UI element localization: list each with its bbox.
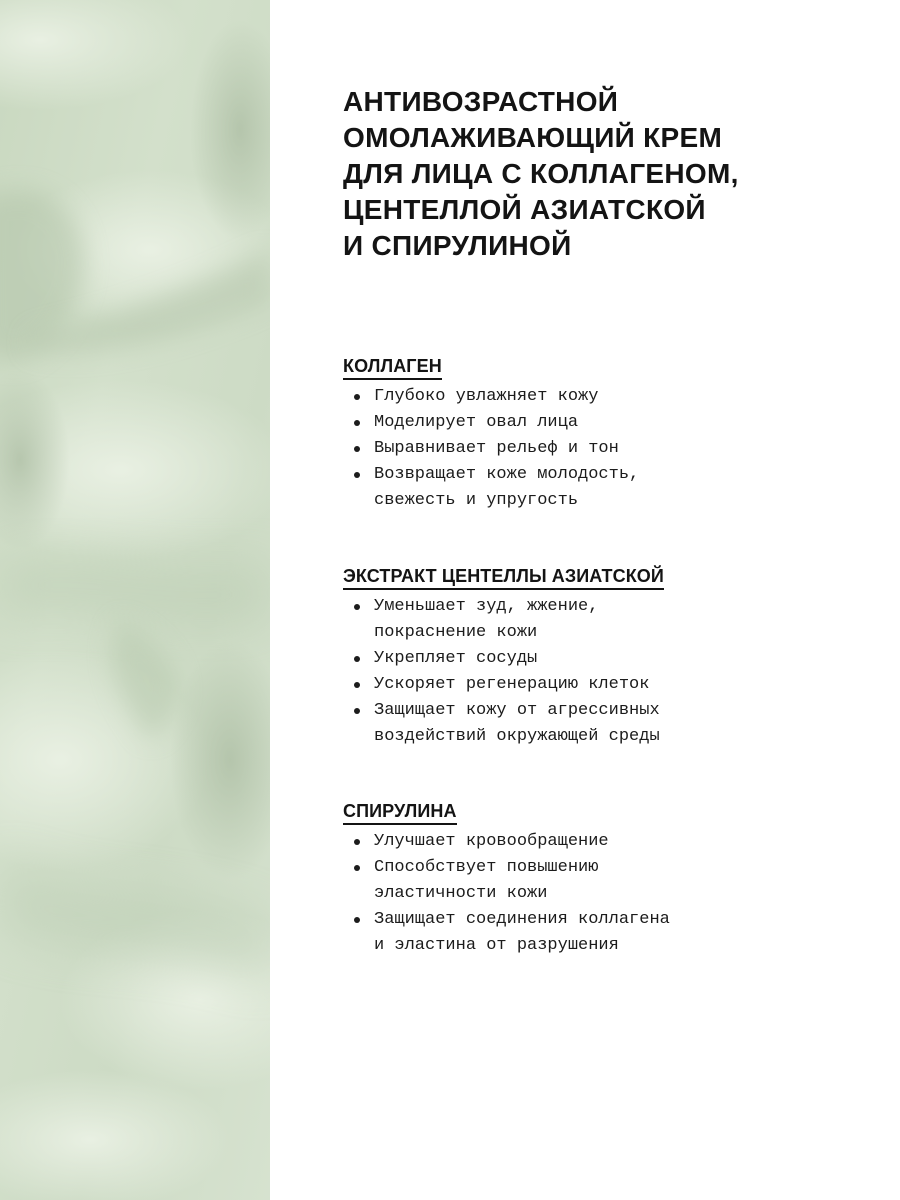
benefit-list [343, 829, 863, 959]
list-item-text: эластичности кожи [374, 884, 548, 903]
list-item [343, 384, 863, 410]
benefit-list [343, 384, 863, 514]
list-item-text: Выравнивает рельеф и тон [374, 439, 619, 458]
list-item-text: свежесть и упругость [374, 491, 579, 510]
list-item [343, 436, 863, 462]
list-item-text: Способствует повышению [374, 858, 599, 877]
section-heading: СПИРУЛИНА [343, 799, 457, 825]
product-description [343, 84, 863, 955]
list-item [343, 698, 863, 750]
list-item-text: Улучшает кровообращение [374, 832, 609, 851]
list-item-text: Моделирует овал лица [374, 413, 579, 432]
list-item [343, 646, 863, 672]
list-item-text: Уменьшает зуд, жжение, [374, 597, 599, 616]
list-item-text: покраснение кожи [374, 623, 538, 642]
section-heading: КОЛЛАГЕН [343, 354, 442, 380]
section-heading: ЭКСТРАКТ ЦЕНТЕЛЛЫ АЗИАТСКОЙ [343, 564, 664, 590]
bullet-icon [354, 917, 360, 923]
list-item [343, 672, 863, 698]
list-item-text: Ускоряет регенерацию клеток [374, 675, 650, 694]
bullet-icon [354, 839, 360, 845]
bullet-icon [354, 708, 360, 714]
title-line: ДЛЯ ЛИЦА С КОЛЛАГЕНОМ, [343, 158, 739, 189]
title-line: ЦЕНТЕЛЛОЙ АЗИАТСКОЙ [343, 194, 706, 225]
bullet-icon [354, 604, 360, 610]
list-item-text: Защищает кожу от агрессивных [374, 701, 660, 720]
cream-texture-graphic [0, 0, 270, 1200]
list-item [343, 462, 863, 514]
section-spirulina [343, 799, 863, 959]
list-item [343, 410, 863, 436]
list-item-text: Глубоко увлажняет кожу [374, 387, 599, 406]
title-line: И СПИРУЛИНОЙ [343, 230, 572, 261]
title-line: ОМОЛАЖИВАЮЩИЙ КРЕМ [343, 122, 723, 153]
benefit-list [343, 594, 863, 750]
section-centella [343, 564, 863, 750]
list-item-text: Возвращает коже молодость, [374, 465, 640, 484]
bullet-icon [354, 656, 360, 662]
list-item-text: Укрепляет сосуды [374, 649, 538, 668]
section-collagen [343, 354, 863, 514]
bullet-icon [354, 865, 360, 871]
cream-texture-image [0, 0, 270, 1200]
bullet-icon [354, 420, 360, 426]
product-title [343, 84, 863, 264]
bullet-icon [354, 446, 360, 452]
list-item [343, 855, 863, 907]
title-line: АНТИВОЗРАСТНОЙ [343, 86, 619, 117]
list-item-text: и эластина от разрушения [374, 936, 619, 955]
list-item [343, 594, 863, 646]
bullet-icon [354, 472, 360, 478]
list-item-text: Защищает соединения коллагена [374, 910, 670, 929]
list-item [343, 829, 863, 855]
list-item-text: воздействий окружающей среды [374, 727, 660, 746]
bullet-icon [354, 682, 360, 688]
list-item [343, 907, 863, 959]
bullet-icon [354, 394, 360, 400]
